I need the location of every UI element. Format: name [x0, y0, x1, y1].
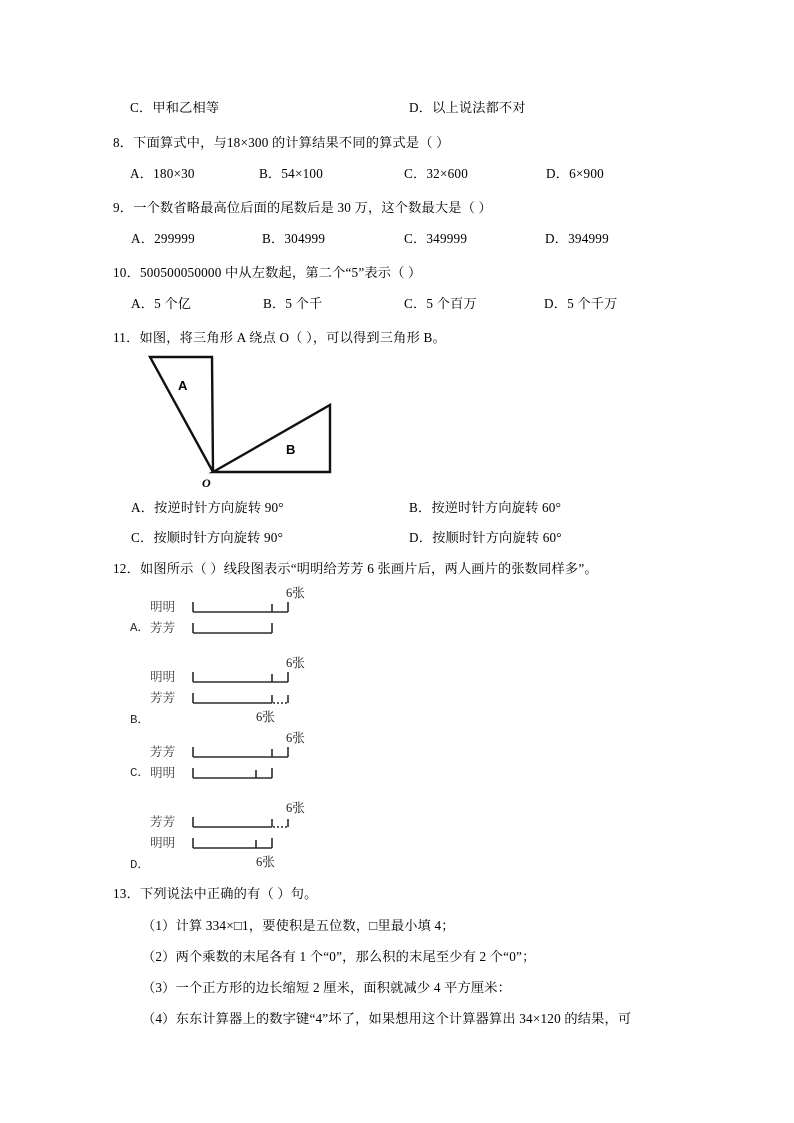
q12a-bars	[192, 598, 332, 644]
q12d-bar-row2	[193, 838, 272, 848]
q13-item-3: （3）一个正方形的边长缩短 2 厘米，面积就减少 4 平方厘米：	[142, 980, 512, 995]
triangle-b-shape	[213, 405, 330, 472]
q7-option-c: C．甲和乙相等	[130, 100, 220, 115]
q12-option-letter-b[interactable]: B．	[130, 713, 150, 727]
q12a-bar-row2	[193, 623, 272, 633]
q12c-row2-name: 明明	[150, 766, 176, 780]
q12c-row1-tail-label: 6张	[286, 731, 305, 745]
question-9-stem: 9．一个数省略最高位后面的尾数后是 30 万，这个数最大是（ ）	[113, 200, 492, 215]
q12-option-letter-c[interactable]: C．	[130, 766, 150, 780]
q9-option-d: D．394999	[545, 231, 609, 246]
q12d-row1-name: 芳芳	[150, 815, 176, 829]
q10-option-c: C．5 个百万	[404, 296, 477, 311]
rotation-figure	[140, 350, 350, 490]
q9-option-a: A．299999	[131, 231, 195, 246]
question-12-stem: 12．如图所示（ ）线段图表示“明明给芳芳 6 张画片后，两人画片的张数同样多”。	[113, 561, 598, 576]
q12-diagram-option-a	[150, 586, 350, 646]
q8-option-d: D．6×900	[546, 166, 604, 181]
q12b-row1-tail-label: 6张	[286, 656, 305, 670]
q11-option-b: B．按逆时针方向旋转 60°	[409, 500, 562, 515]
question-11-stem: 11．如图，将三角形 A 绕点 O（ ），可以得到三角形 B。	[113, 330, 446, 345]
q10-option-b: B．5 个千	[263, 296, 323, 311]
q9-option-c: C．349999	[404, 231, 468, 246]
q12a-row2-name: 芳芳	[150, 621, 176, 635]
q12b-row1-name: 明明	[150, 670, 176, 684]
q12d-row2-name: 明明	[150, 836, 176, 850]
q12b-bar-row1	[193, 672, 288, 682]
question-13-stem: 13．下列说法中正确的有（ ）句。	[113, 886, 318, 901]
q12-diagram-option-b	[150, 656, 350, 726]
q12-diagram-option-d	[150, 801, 350, 871]
q12c-bar-row2	[193, 768, 272, 778]
q12c-bar-row1	[193, 747, 288, 757]
q7-option-d: D．以上说法都不对	[409, 100, 526, 115]
triangle-a-shape	[150, 357, 213, 472]
q12d-bars	[192, 813, 332, 859]
question-8-stem: 8．下面算式中，与18×300 的计算结果不同的算式是（ ）	[113, 135, 450, 150]
q12b-bars	[192, 668, 332, 714]
q11-option-c: C．按顺时针方向旋转 90°	[131, 530, 284, 545]
q12d-bar-row1	[193, 817, 288, 827]
triangle-a-label: A	[178, 378, 188, 393]
q12-diagram-option-c	[150, 731, 350, 791]
q11-option-a: A．按逆时针方向旋转 90°	[131, 500, 284, 515]
q12a-row1-name: 明明	[150, 600, 176, 614]
q12d-row1-tail-label: 6张	[286, 801, 305, 815]
q12c-row1-name: 芳芳	[150, 745, 176, 759]
rotation-figure-svg	[140, 350, 350, 490]
q10-option-d: D．5 个千万	[544, 296, 618, 311]
q12a-row1-tail-label: 6张	[286, 586, 305, 600]
q8-option-c: C．32×600	[404, 166, 468, 181]
q12c-bars	[192, 743, 332, 789]
q8-option-a: A．180×30	[130, 166, 195, 181]
q12d-row2-tail-label: 6张	[256, 855, 275, 869]
q11-option-d: D．按顺时针方向旋转 60°	[409, 530, 562, 545]
triangle-b-label: B	[286, 442, 296, 457]
q12b-row2-tail-label: 6张	[256, 710, 275, 724]
q8-option-b: B．54×100	[259, 166, 323, 181]
q12b-row2-name: 芳芳	[150, 691, 176, 705]
q12-option-letter-a[interactable]: A．	[130, 621, 150, 635]
q9-option-b: B．304999	[262, 231, 326, 246]
q13-item-2: （2）两个乘数的末尾各有 1 个“0”，那么积的末尾至少有 2 个“0”；	[142, 949, 536, 964]
q13-item-4: （4）东东计算器上的数字键“4”坏了，如果想用这个计算器算出 34×120 的结果，可	[142, 1011, 632, 1026]
q13-item-1: （1）计算 334×□1，要使积是五位数，□里最小填 4；	[142, 918, 455, 933]
q10-option-a: A．5 个亿	[131, 296, 192, 311]
question-10-stem: 10．500500050000 中从左数起，第二个“5”表示（ ）	[113, 265, 422, 280]
q12-option-letter-d[interactable]: D．	[130, 858, 150, 872]
q12a-bar-row1	[193, 602, 288, 612]
q12b-bar-row2	[193, 693, 288, 703]
origin-point-label: O	[202, 476, 211, 490]
